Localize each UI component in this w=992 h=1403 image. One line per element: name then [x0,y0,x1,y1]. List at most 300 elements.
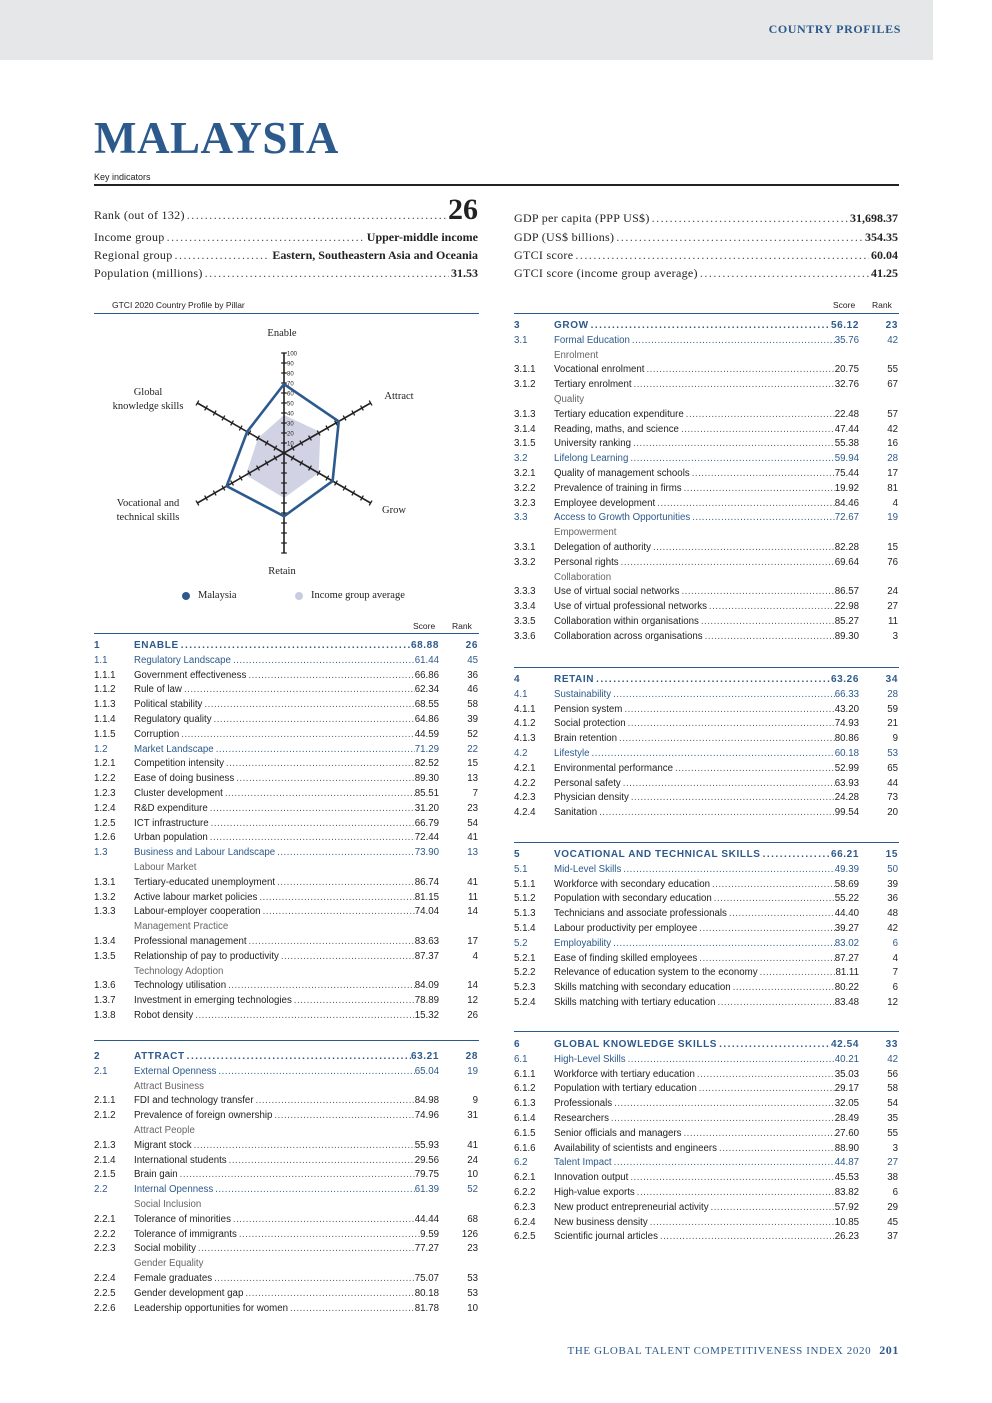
row-label-score [134,713,439,728]
category-label: Enrolment [554,349,599,361]
row-label-score [134,639,439,654]
row-code: 1.2.1 [94,758,116,770]
indicator-row [94,831,478,846]
grow-table [514,319,898,645]
row-score: 74.93 [834,718,859,730]
row-rank: 26 [465,640,478,651]
row-score: 87.27 [834,952,859,964]
row-label-score [554,907,859,922]
row-rank: 53 [467,1272,478,1284]
radar-svg [94,318,479,590]
row-name: Regulatory quality [134,713,212,725]
row-label-score [554,1127,859,1142]
row-name: Relationship of pay to productivity [134,950,279,962]
row-rank: 65 [887,762,898,774]
row-score: 9.59 [420,1228,439,1240]
row-label-score [554,892,859,907]
row-label-score [134,1168,439,1183]
row-score: 84.46 [834,497,859,509]
row-name: Personal safety [554,777,621,789]
row-code: 4.1.1 [514,703,536,715]
row-score: 32.76 [834,379,859,391]
row-code: 3.3.3 [514,586,536,598]
row-code: 1.1.5 [94,728,116,740]
indicator-row [94,1228,478,1243]
indicator-row [94,1168,478,1183]
row-code: 1.3.2 [94,891,116,903]
row-score: 74.04 [414,906,439,918]
row-rank: 21 [887,718,898,730]
title-rule [94,184,899,186]
sub-pillar-row [94,1065,478,1080]
radar-tick-label: 70 [287,381,294,388]
row-name: Formal Education [554,334,630,346]
row-label-score [554,452,859,467]
row-score: 74.96 [414,1110,439,1122]
row-rank: 45 [467,654,478,666]
row-rank: 36 [887,893,898,905]
row-rank: 54 [887,1098,898,1110]
row-label-score [554,497,859,512]
row-score: 35.76 [834,334,859,346]
indicator-row [94,713,478,728]
footer-text: THE GLOBAL TALENT COMPETITIVENESS INDEX 2020 [567,1345,872,1357]
row-rank: 24 [887,586,898,598]
row-name: FDI and technology transfer [134,1095,254,1107]
indicator-row [514,630,898,645]
row-code: 1.3.5 [94,950,116,962]
row-label-score [554,334,859,349]
indicator-row [514,922,898,937]
sub-pillar-row [514,937,898,952]
row-name: Population with tertiary education [554,1083,697,1095]
row-rank: 53 [467,1287,478,1299]
row-code [94,861,134,876]
row-rank [859,349,898,364]
row-code: 2.1 [94,1065,108,1077]
row-label-score [134,891,439,906]
row-score: 89.30 [414,773,439,785]
row-rank [439,861,478,876]
row-label-score [554,878,859,893]
row-code: 5.2 [514,937,528,949]
row-score: 61.44 [414,654,439,666]
row-rank: 13 [467,773,478,785]
indicator-row [514,996,898,1011]
row-rank: 52 [467,728,478,740]
row-rank: 39 [887,878,898,890]
row-rank: 68 [467,1213,478,1225]
row-name: ICT infrastructure [134,817,209,829]
indicator-row [94,905,478,920]
row-score: 45.53 [834,1172,859,1184]
row-label-score [554,585,859,600]
row-score: 47.44 [834,423,859,435]
row-name: Access to Growth Opportunities [554,512,691,524]
row-rank: 52 [467,1184,478,1196]
row-name: Environmental performance [554,762,673,774]
row-score: 88.90 [834,1142,859,1154]
row-label-score [554,1112,859,1127]
row-score: 82.28 [834,541,859,553]
row-name: International students [134,1154,227,1166]
row-score: 87.37 [414,950,439,962]
indicator-row [94,669,478,684]
pillar-row [514,1038,898,1053]
radar-tick-label: 50 [287,401,294,408]
row-rank: 42 [887,1053,898,1065]
row-code: 3.3.6 [514,630,536,642]
indicator-row [94,950,478,965]
row-rank: 24 [467,1154,478,1166]
row-name: Corruption [134,728,180,740]
row-score: 84.98 [414,1095,439,1107]
indicator-row [94,1213,478,1228]
sub-pillar-row [514,1053,898,1068]
row-name: Employee development [554,497,656,509]
row-score: 66.33 [834,688,859,700]
row-score: 68.55 [414,699,439,711]
row-label-score [554,806,859,821]
row-code: 5.2.3 [514,982,536,994]
row-rank: 41 [467,832,478,844]
row-rank: 27 [887,601,898,613]
row-code: 1.3.7 [94,995,116,1007]
axis-label-retain: Retain [268,566,296,577]
indicator-row [514,952,898,967]
row-code: 1.1 [94,654,108,666]
category-row [94,1198,478,1213]
row-name: Robot density [134,1009,194,1021]
axis-label-attract: Attract [384,391,414,402]
row-label-score [134,787,439,802]
row-score: 83.82 [834,1186,859,1198]
indicator-row [514,1230,898,1245]
row-label-score [134,1228,439,1243]
row-code: 6.1.2 [514,1083,536,1095]
row-label-score [554,791,859,806]
row-rank: 44 [887,777,898,789]
row-code [94,1257,134,1272]
row-label-score [554,952,859,967]
row-code: 2.1.4 [94,1154,116,1166]
row-code: 2.2.3 [94,1243,116,1255]
row-score: 66.79 [414,817,439,829]
row-code: 4.2.4 [514,807,536,819]
row-name: Talent Impact [554,1157,612,1169]
row-name: Collaboration across organisations [554,630,703,642]
row-name: Skills matching with secondary education [554,982,731,994]
row-label-score [134,905,439,920]
row-code: 6.2.3 [514,1201,536,1213]
row-rank: 55 [887,364,898,376]
category-row [514,393,898,408]
row-name: Investment in emerging technologies [134,995,292,1007]
category-row [514,349,898,364]
row-score: 63.93 [834,777,859,789]
row-rank [859,393,898,408]
row-code: 1.3 [94,847,108,859]
radar-tick-label: 20 [287,431,294,438]
row-name: Leadership opportunities for women [134,1302,289,1314]
row-name: High-value exports [554,1186,635,1198]
row-rank: 22 [467,743,478,755]
row-score: 32.05 [834,1098,859,1110]
row-rank: 4 [892,497,898,509]
row-score: 31.20 [414,802,439,814]
row-code: 3.1 [514,334,528,346]
row-label-score [134,1213,439,1228]
row-code: 1.2.4 [94,802,116,814]
row-name: Reading, maths, and science [554,423,679,435]
attract-rule [94,1040,479,1041]
axis-label-grow: Grow [382,505,406,516]
row-name: Gender development gap [134,1287,244,1299]
global-knowledge-table [514,1038,898,1245]
row-name: Innovation output [554,1172,629,1184]
indicator-row [514,791,898,806]
row-score: 75.07 [414,1272,439,1284]
row-score: 42.54 [830,1039,859,1050]
sub-pillar-row [514,747,898,762]
row-label-score [134,817,439,832]
row-name: Prevalence of training in firms [554,482,682,494]
row-rank: 11 [467,891,478,903]
row-score: 81.78 [414,1302,439,1314]
legend-income-group: Income group average [295,590,405,601]
sub-pillar-row [514,511,898,526]
row-name: Lifelong Learning [554,453,629,465]
indicator-row [514,1201,898,1216]
row-name: Vocational enrolment [554,364,645,376]
row-score: 39.27 [834,922,859,934]
indicator-row [514,423,898,438]
row-rank: 12 [887,996,898,1008]
row-name: RETAIN [554,674,595,685]
row-code: 6 [514,1039,521,1050]
page-number: 201 [879,1343,899,1357]
row-code: 1.2.3 [94,787,116,799]
left-rank-header: Rank [452,621,472,631]
key-income-group: Income group ..... Upper-middle income [94,230,478,245]
row-rank: 35 [887,1112,898,1124]
row-score: 69.64 [834,556,859,568]
row-rank: 23 [885,320,898,331]
row-code: 1.3.6 [94,980,116,992]
row-name: Female graduates [134,1272,213,1284]
row-name: Relevance of education system to the economy [554,967,758,979]
row-rank: 41 [467,1139,478,1151]
row-score: 60.18 [834,747,859,759]
row-code: 5.1 [514,863,528,875]
row-score: 62.34 [414,684,439,696]
indicator-row [94,757,478,772]
row-code: 6.1.6 [514,1142,536,1154]
row-label-score [554,747,859,762]
row-label-score [134,950,439,965]
pillar-row [94,1050,478,1065]
row-code: 1.3.8 [94,1009,116,1021]
row-score: 35.03 [834,1068,859,1080]
row-score: 86.74 [414,876,439,888]
pillar-row [514,673,898,688]
row-name: Labour-employer cooperation [134,906,261,918]
row-name: Social mobility [134,1243,196,1255]
indicator-row [94,935,478,950]
row-name: Prevalence of foreign ownership [134,1110,273,1122]
row-rank [439,965,478,980]
row-rank: 67 [887,379,898,391]
row-rank: 34 [885,674,898,685]
row-label-score [134,1050,439,1065]
row-name: External Openness [134,1065,217,1077]
row-name: Business and Labour Landscape [134,847,276,859]
row-rank: 10 [467,1302,478,1314]
row-rank: 4 [472,950,478,962]
row-rank: 26 [467,1009,478,1021]
row-rank: 126 [461,1228,478,1240]
row-label-score [554,863,859,878]
row-code [514,349,554,364]
row-code: 2.2.4 [94,1272,116,1284]
row-name: Technicians and associate professionals [554,908,727,920]
category-row [514,571,898,586]
row-name: GROW [554,320,589,331]
indicator-row [514,467,898,482]
row-name: Competition intensity [134,758,224,770]
indicator-row [514,907,898,922]
row-label-score [554,937,859,952]
series-income-group [246,415,320,498]
key-gtci-score: GTCI score ..... 60.04 [514,248,898,263]
row-label-score [134,772,439,787]
row-label-score [134,757,439,772]
row-name: Ease of doing business [134,773,235,785]
row-code: 5 [514,849,521,860]
row-score: 73.90 [414,847,439,859]
category-row [94,965,478,980]
row-name: Labour productivity per employee [554,922,698,934]
indicator-row [514,1082,898,1097]
row-name: Collaboration within organisations [554,615,699,627]
row-code: 3.1.5 [514,438,536,450]
row-name: Researchers [554,1112,609,1124]
radar-tick-label: 30 [287,421,294,428]
row-rank: 14 [467,906,478,918]
indicator-row [94,817,478,832]
indicator-row [514,1097,898,1112]
row-label-score [134,1287,439,1302]
row-label-score [554,703,859,718]
row-code: 5.2.4 [514,996,536,1008]
row-rank: 14 [467,980,478,992]
category-row [94,1257,478,1272]
row-code: 4.2.2 [514,777,536,789]
indicator-row [94,891,478,906]
row-rank: 50 [887,863,898,875]
row-code: 1.1.1 [94,669,116,681]
row-label-score [134,743,439,758]
row-code: 2.1.2 [94,1110,116,1122]
row-rank: 19 [467,1065,478,1077]
row-score: 66.21 [830,849,859,860]
row-score: 49.39 [834,863,859,875]
row-score: 57.92 [834,1201,859,1213]
row-label-score [554,1216,859,1231]
row-label-score [554,1082,859,1097]
category-label: Social Inclusion [134,1198,202,1210]
row-code: 6.2.4 [514,1216,536,1228]
row-name: Market Landscape [134,743,214,755]
enable-table [94,639,478,1024]
indicator-row [94,787,478,802]
row-name: Rule of law [134,684,182,696]
row-rank: 9 [472,1095,478,1107]
row-label-score [554,732,859,747]
row-label-score [134,698,439,713]
row-rank: 39 [467,713,478,725]
row-name: Use of virtual social networks [554,586,680,598]
row-score: 44.87 [834,1157,859,1169]
indicator-row [514,762,898,777]
row-code: 1.3.3 [94,906,116,918]
key-gtci-income-avg: GTCI score (income group average) ..... 41.25 [514,266,898,281]
row-name: Quality of management schools [554,467,690,479]
row-name: Tertiary enrolment [554,379,632,391]
row-score: 68.88 [410,640,439,651]
row-label-score [134,1094,439,1109]
row-score: 63.26 [830,674,859,685]
footer [568,1343,899,1358]
row-rank: 41 [467,876,478,888]
row-code: 1.2.2 [94,773,116,785]
category-row [94,861,478,876]
indicator-row [514,1112,898,1127]
row-rank: 9 [892,733,898,745]
row-rank: 58 [887,1083,898,1095]
sub-pillar-row [94,743,478,758]
row-code: 6.1.5 [514,1127,536,1139]
row-rank: 46 [467,684,478,696]
section-title: COUNTRY PROFILES [768,22,901,36]
row-rank: 16 [887,438,898,450]
row-name: Urban population [134,832,208,844]
row-score: 52.99 [834,762,859,774]
global-rule [514,1031,899,1032]
row-code: 6.2.2 [514,1186,536,1198]
row-rank: 31 [467,1110,478,1122]
row-name: Professional management [134,935,247,947]
row-rank: 12 [467,995,478,1007]
row-score: 61.39 [414,1184,439,1196]
row-rank: 55 [887,1127,898,1139]
row-label-score [554,762,859,777]
row-code: 2.1.5 [94,1169,116,1181]
row-rank: 48 [887,908,898,920]
legend-malaysia: Malaysia [182,590,237,601]
row-label-score [554,922,859,937]
key-gdp-per-capita: GDP per capita (PPP US$) ..... 31,698.37 [514,211,898,226]
row-rank: 28 [887,688,898,700]
row-code: 1 [94,640,101,651]
row-name: High-Level Skills [554,1053,626,1065]
row-score: 63.21 [410,1051,439,1062]
row-name: Migrant stock [134,1139,192,1151]
indicator-row [514,378,898,393]
row-code: 1.2 [94,743,108,755]
row-rank: 6 [892,937,898,949]
key-rank: Rank (out of 132) ..... 26 [94,196,478,224]
